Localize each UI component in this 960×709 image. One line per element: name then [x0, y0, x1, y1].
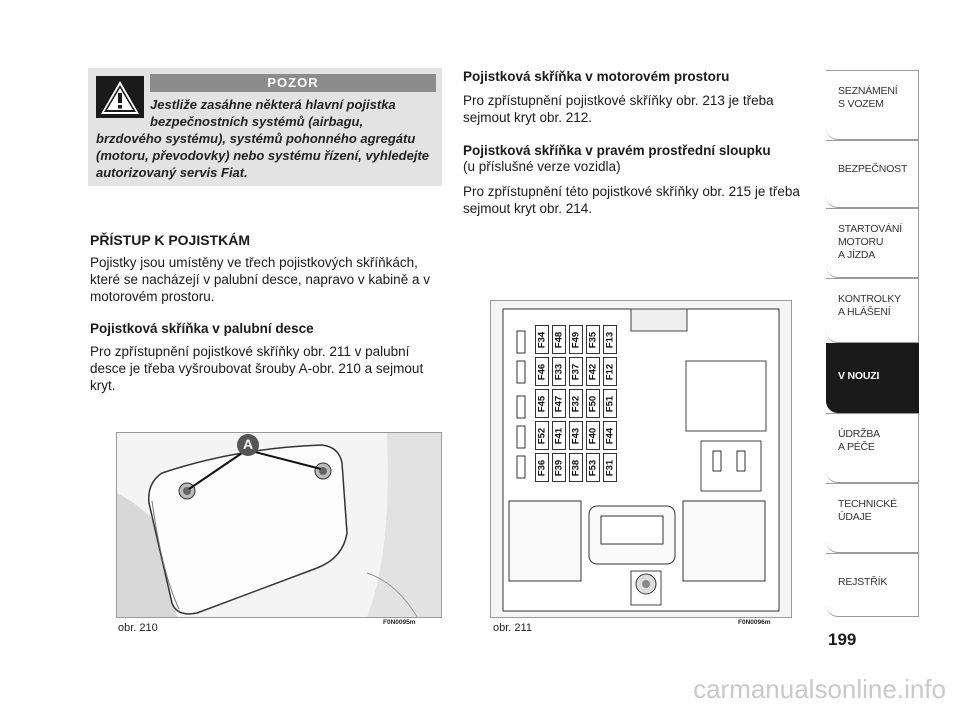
figure-211 [490, 300, 792, 618]
fuse-slot [569, 389, 583, 418]
dashboard-fuse-heading: Pojistková skříňka v palubní desce [90, 321, 314, 336]
intro-paragraph: Pojistky jsou umístěny ve třech pojistkových skříňkách, které se nacházejí v palubní desce, napravo v kabině a v motorovém prostoru. [90, 255, 430, 304]
nav-tab[interactable] [826, 413, 919, 483]
fuse-slot [552, 325, 566, 354]
fuse-label: F43 [570, 427, 582, 444]
nav-tab-label: KONTROLKY A HLÁŠENÍ [838, 293, 901, 318]
pillar-fuse-heading: Pojistková skříňka v pravém prostřední sloupku [463, 143, 771, 158]
fuse-label: F36 [536, 459, 548, 476]
nav-tab[interactable] [826, 483, 919, 553]
fuse-label: F51 [604, 395, 616, 412]
nav-tab-label: STARTOVÁNÍ MOTORU A JÍZDA [838, 223, 902, 261]
fuse-slot [603, 325, 617, 354]
nav-tab-label: ÚDRŽBA A PÉČE [838, 428, 880, 453]
section-heading: PŘÍSTUP K POJISTKÁM [90, 232, 250, 248]
nav-tab-label: BEZPEČNOST [838, 163, 908, 175]
figure-211-caption: obr. 211 [493, 622, 532, 634]
fuse-slot [535, 389, 549, 418]
nav-tab-label: V NOUZI [838, 370, 880, 382]
warning-line1: Jestliže zasáhne některá hlavní pojistka [150, 97, 396, 112]
fuse-label: F13 [604, 331, 616, 348]
fuse-label: F46 [536, 363, 548, 380]
fuse-label: F37 [570, 363, 582, 380]
fuse-label: F39 [553, 459, 565, 476]
fuse-slot [552, 453, 566, 482]
fuse-label: F44 [604, 427, 616, 444]
fuse-slot [552, 421, 566, 450]
nav-tab[interactable] [826, 70, 919, 140]
pillar-fuse-note: (u příslušné verze vozidla) [463, 159, 621, 174]
nav-tab[interactable] [826, 140, 919, 208]
nav-tab[interactable] [826, 343, 919, 413]
fuse-label: F38 [570, 459, 582, 476]
fuse-label: F52 [536, 427, 548, 444]
warning-rest: brzdového systému), systémů pohonného agregátu (motoru, převodovky) nebo systému řízení, vyhledejte autorizovaný servis Fiat. [96, 131, 430, 180]
fuse-label: F31 [604, 459, 616, 476]
fuse-label: F48 [553, 331, 565, 348]
nav-tab[interactable] [826, 278, 919, 343]
fuse-slot [535, 357, 549, 386]
fuse-slot [603, 453, 617, 482]
fuse-label: F12 [604, 363, 616, 380]
warning-title: POZOR [150, 74, 436, 92]
fuse-label: F49 [570, 331, 582, 348]
watermark: carmanualsonline.info [693, 674, 946, 704]
fuse-label: F45 [536, 395, 548, 412]
figure-210-caption: obr. 210 [118, 622, 158, 634]
fuse-slot [569, 357, 583, 386]
pillar-fuse-text: Pro zpřístupnění této pojistkové skříňky obr. 215 je třeba sejmout kryt obr. 214. [463, 184, 800, 216]
engine-fuse-text: Pro zpřístupnění pojistkové skříňky obr. 213 je třeba sejmout kryt obr. 212. [463, 93, 774, 125]
fuse-slot [586, 389, 600, 418]
fuse-label: F50 [587, 395, 599, 412]
fuse-slot [535, 421, 549, 450]
nav-tab[interactable] [826, 208, 919, 278]
fuse-label: F34 [536, 331, 548, 348]
dashboard-cover-illustration [117, 433, 441, 617]
fuse-slot [603, 389, 617, 418]
fuse-slot [569, 453, 583, 482]
fuse-slot [535, 325, 549, 354]
fuse-slot [603, 357, 617, 386]
fuse-slot [552, 357, 566, 386]
fuse-slot [586, 453, 600, 482]
nav-tab[interactable] [826, 553, 919, 617]
nav-tab-label: SEZNÁMENÍ S VOZEM [838, 85, 898, 110]
fuse-slot [586, 325, 600, 354]
nav-tab-label: REJSTŘÍK [838, 576, 888, 588]
fuse-label: F32 [570, 395, 582, 412]
fuse-label: F40 [587, 427, 599, 444]
fuse-label: F35 [587, 331, 599, 348]
fuse-label: F47 [553, 395, 565, 412]
engine-fuse-heading: Pojistková skříňka v motorovém prostoru [463, 69, 730, 84]
fuse-slot [586, 421, 600, 450]
fuse-slot [569, 325, 583, 354]
figure-210-code: F0N0095m [383, 619, 416, 626]
fuse-label: F42 [587, 363, 599, 380]
fuse-slot [535, 453, 549, 482]
figure-210 [116, 432, 442, 618]
warning-line1b: bezpečnostních systémů (airbagu, [150, 114, 364, 129]
fuse-label: F33 [553, 363, 565, 380]
figure-211-code: F0N0096m [738, 619, 771, 626]
fuse-slot [586, 357, 600, 386]
screw-label-a: A [242, 436, 254, 452]
fuse-label: F53 [587, 459, 599, 476]
nav-tab-label: TECHNICKÉ ÚDAJE [838, 498, 897, 523]
fuse-slot [603, 421, 617, 450]
fuse-slot [569, 421, 583, 450]
fuse-label: F41 [553, 427, 565, 444]
warning-text [96, 96, 436, 181]
page-number: 199 [828, 630, 857, 649]
fuse-slot [552, 389, 566, 418]
dashboard-fuse-text: Pro zpřístupnění pojistkové skříňky obr. 211 v palubní desce je třeba vyšroubovat šrouby A-obr. 210 a sejmout kryt. [90, 344, 424, 393]
